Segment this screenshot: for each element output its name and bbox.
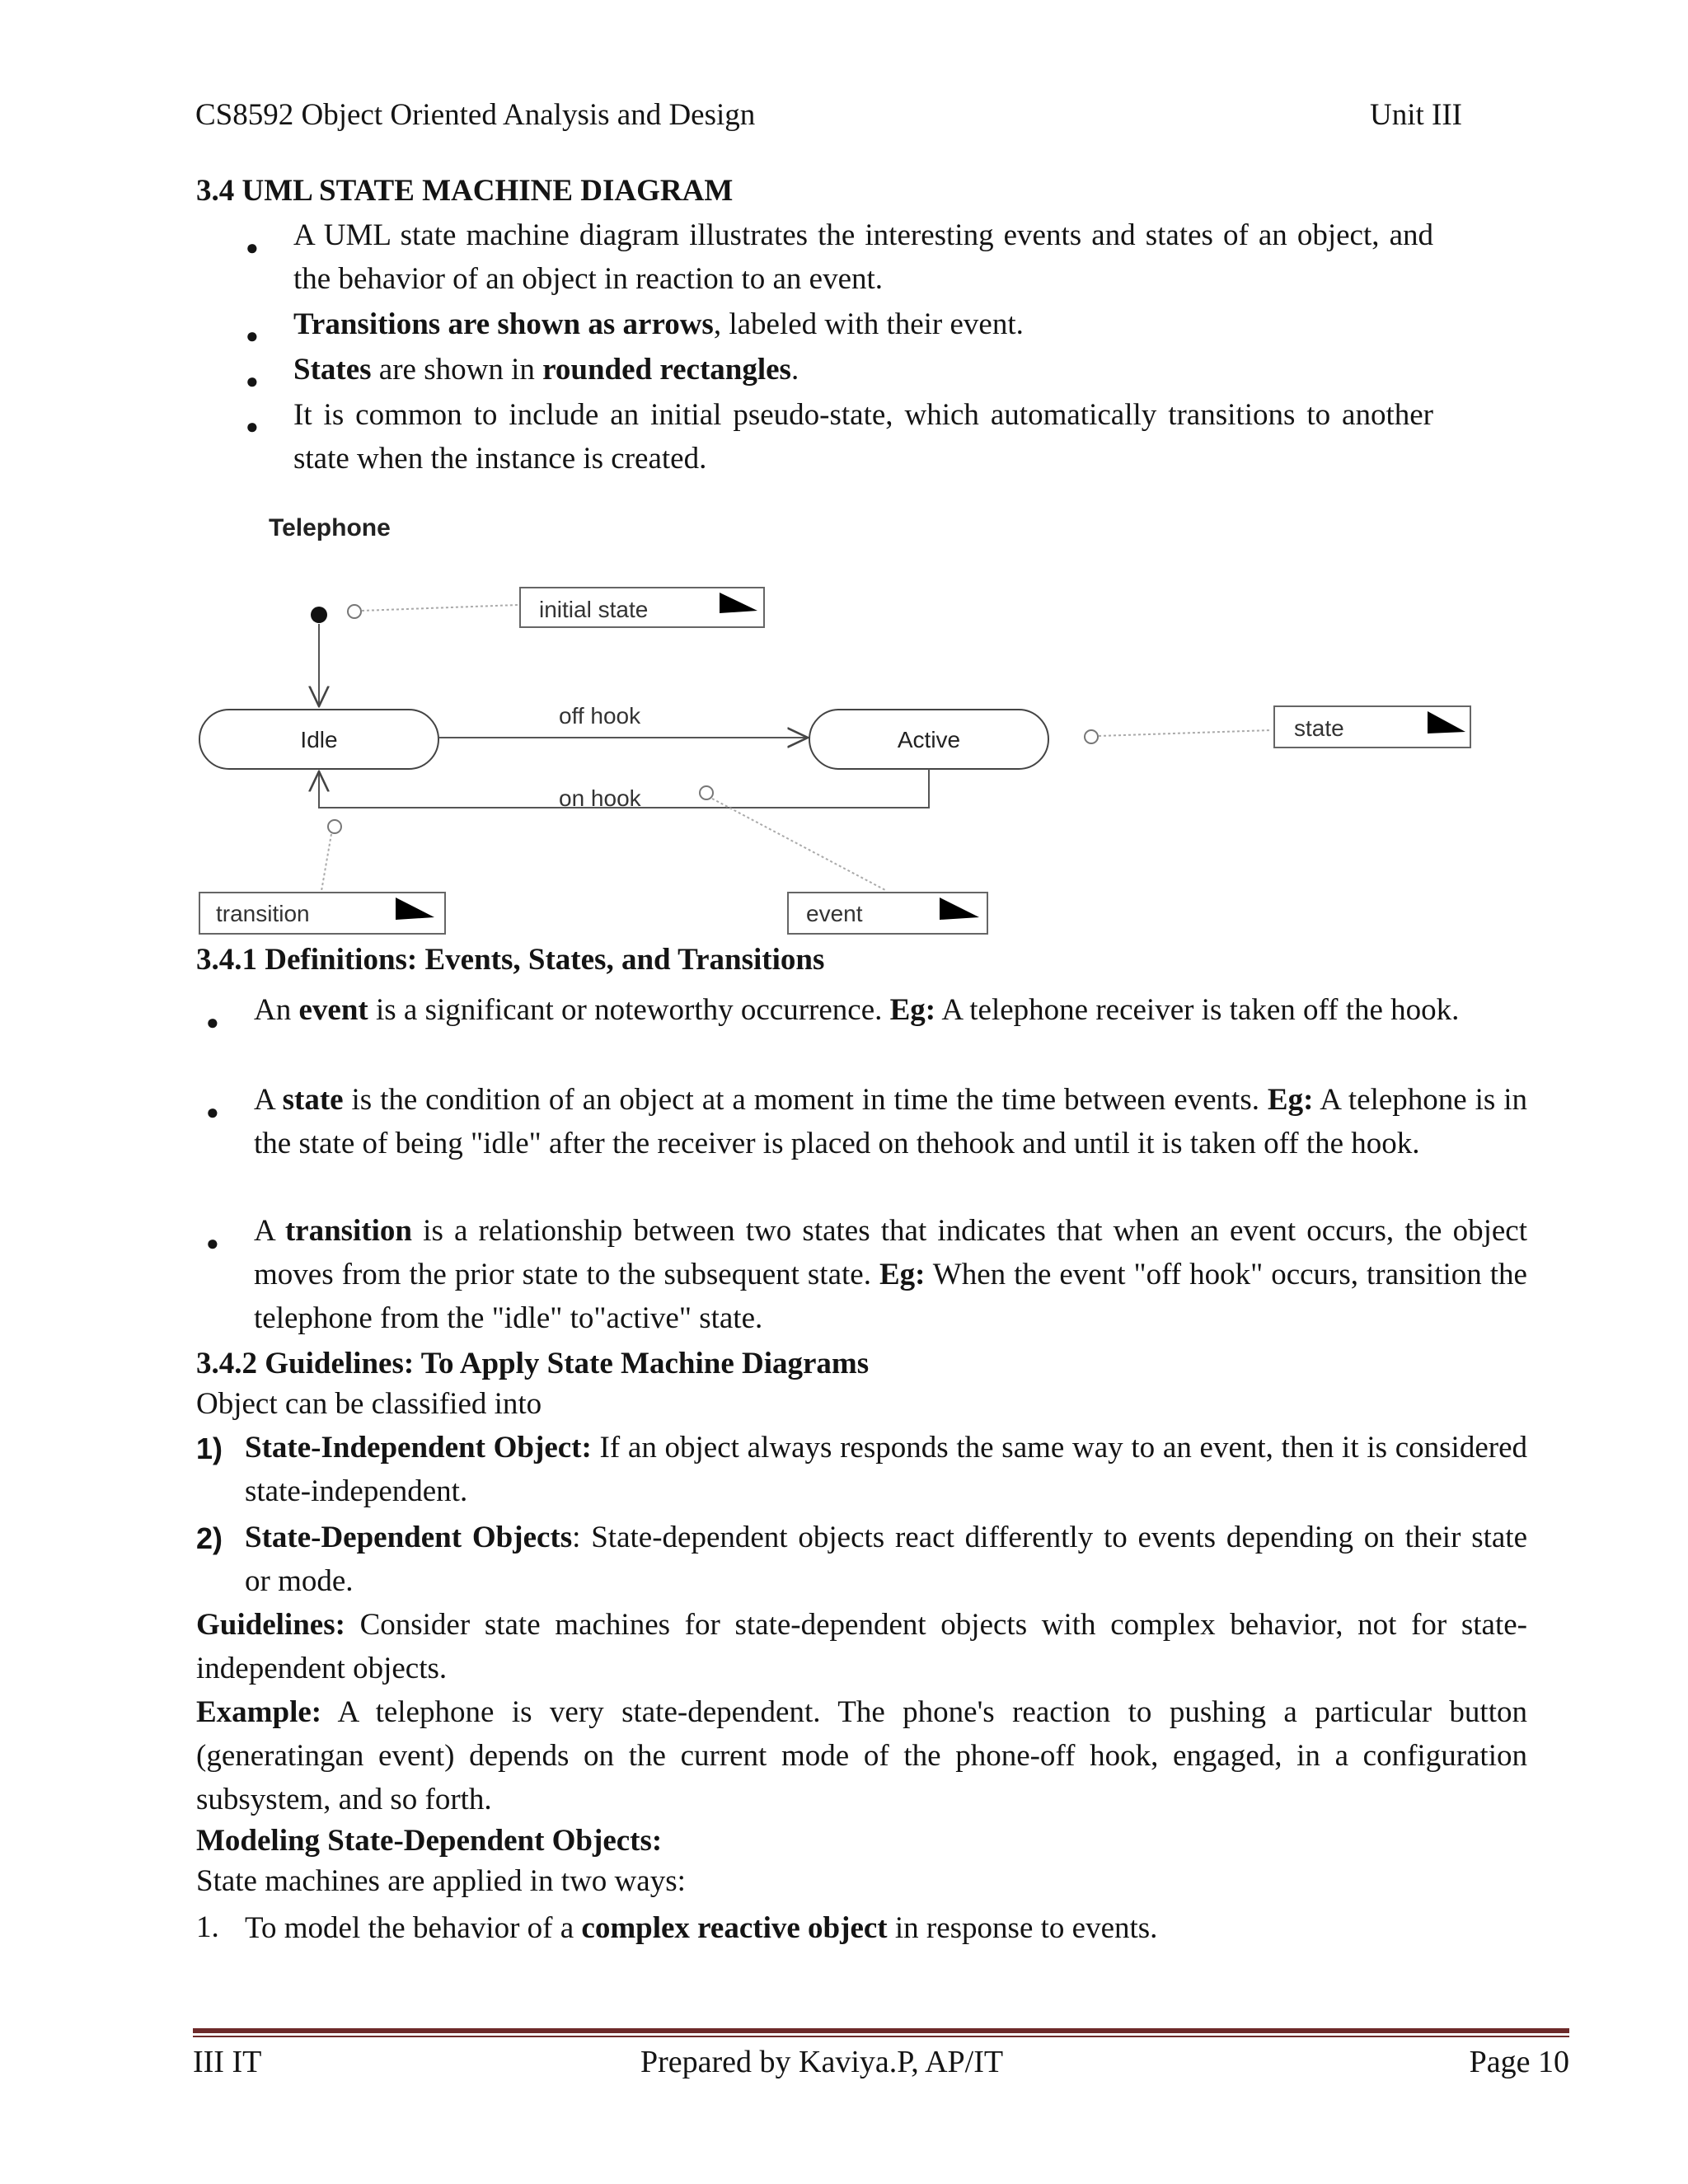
bullet-icon: ● xyxy=(246,324,259,348)
anchor-circle xyxy=(700,786,713,799)
state-dependent-item: State-Dependent Objects: State-dependent objects react differently to events depending on their state or mode. xyxy=(245,1521,1527,1598)
section-title: 3.4 UML STATE MACHINE DIAGRAM xyxy=(196,174,734,208)
bullet-text-rest: , labeled with their event. xyxy=(713,307,1024,341)
bullet-text-end: . xyxy=(790,353,799,387)
callout-event xyxy=(788,893,987,934)
transition-label-on-hook: on hook xyxy=(559,785,641,811)
callout-transition xyxy=(199,893,445,934)
bullet-icon: ● xyxy=(246,369,259,393)
anchor-dotted-line xyxy=(362,605,518,611)
bold-phrase: States xyxy=(293,353,372,387)
footer-rule-thick xyxy=(193,2028,1569,2033)
bold-phrase: Transitions are shown as arrows xyxy=(293,307,714,341)
bullet-text: It is common to include an initial pseudo-state, which automatically transitions to another state when the instance is created. xyxy=(293,398,1433,476)
anchor-circle xyxy=(328,820,341,833)
anchor-dotted-line xyxy=(321,834,331,891)
bullet-icon: ● xyxy=(206,1100,219,1124)
list-number: 1. xyxy=(196,1910,219,1944)
footer-class: III IT xyxy=(193,2045,262,2079)
bullet-text xyxy=(293,302,1433,346)
initial-pseudo-state xyxy=(311,607,327,623)
header-course-title: CS8592 Object Oriented Analysis and Design xyxy=(195,98,756,132)
footer-rule-thin xyxy=(193,2036,1569,2037)
definition-transition: A transition is a relationship between two states that indicates that when an event occurs, the object moves from the prior state to the subsequent state. Eg: When the event "off hook" occurs, transition the telephone from the "idle" to"active" state. xyxy=(254,1214,1527,1335)
bullet-icon: ● xyxy=(206,1010,219,1034)
anchor-dotted-line xyxy=(712,799,887,891)
bullet-icon: ● xyxy=(246,415,259,438)
footer-author: Prepared by Kaviya.P, AP/IT xyxy=(640,2045,1004,2079)
anchor-circle xyxy=(348,605,361,618)
bold-phrase: rounded rectangles xyxy=(542,353,791,387)
modeling-intro: State machines are applied in two ways: xyxy=(196,1864,686,1898)
state-active xyxy=(809,710,1048,769)
svg-text:event: event xyxy=(806,901,863,926)
modeling-title: Modeling State-Dependent Objects: xyxy=(196,1824,663,1858)
subsection-title-definitions: 3.4.1 Definitions: Events, States, and Transitions xyxy=(196,943,825,977)
state-independent-item: State-Independent Object: If an object always responds the same way to an event, then it is considered state-independent. xyxy=(245,1431,1527,1508)
bullet-icon: ● xyxy=(246,236,259,260)
classification-intro: Object can be classified into xyxy=(196,1387,542,1421)
bullet-text-mid: are shown in xyxy=(371,353,543,387)
list-number: 2) xyxy=(196,1521,223,1555)
bullet-text xyxy=(293,348,1433,391)
svg-text:initial state: initial state xyxy=(539,597,649,622)
svg-text:Active: Active xyxy=(897,727,961,752)
bullet-icon: ● xyxy=(206,1231,219,1255)
definition-event: An event is a significant or noteworthy occurrence. Eg: A telephone receiver is taken off the hook. xyxy=(254,993,1460,1027)
bullet-text: A UML state machine diagram illustrates the interesting events and states of an object, and the behavior of an object in reaction to an event. xyxy=(293,218,1433,296)
state-idle xyxy=(199,710,438,769)
modeling-item: To model the behavior of a complex reactive object in response to events. xyxy=(245,1911,1158,1945)
list-number: 1) xyxy=(196,1432,223,1465)
anchor-circle xyxy=(1085,730,1098,743)
guidelines-paragraph: Guidelines: Consider state machines for state-dependent objects with complex behavior, not for state-independent objects. xyxy=(196,1608,1527,1685)
anchor-dotted-line xyxy=(1099,730,1271,736)
callout-state xyxy=(1274,706,1470,748)
footer-page-number: Page 10 xyxy=(1469,2045,1569,2079)
header-unit: Unit III xyxy=(1370,98,1462,132)
callout-initial-state xyxy=(520,588,764,627)
diagram-title: Telephone xyxy=(269,514,391,541)
definition-state: A state is the condition of an object at a moment in time the time between events. Eg: A telephone is in the state of being "idle" after the receiver is placed on thehook and until it is taken off the hook. xyxy=(254,1083,1527,1160)
svg-text:Idle: Idle xyxy=(300,727,338,752)
transition-label-off-hook: off hook xyxy=(559,703,641,729)
svg-text:transition: transition xyxy=(216,901,310,926)
subsection-title-guidelines: 3.4.2 Guidelines: To Apply State Machine Diagrams xyxy=(196,1347,870,1380)
svg-text:state: state xyxy=(1294,715,1344,741)
example-paragraph: Example: A telephone is very state-dependent. The phone's reaction to pushing a particular button (generatingan event) depends on the current mode of the phone-off hook, engaged, in a configuration subsystem, and so forth. xyxy=(196,1695,1527,1816)
state-machine-diagram xyxy=(190,511,1492,940)
